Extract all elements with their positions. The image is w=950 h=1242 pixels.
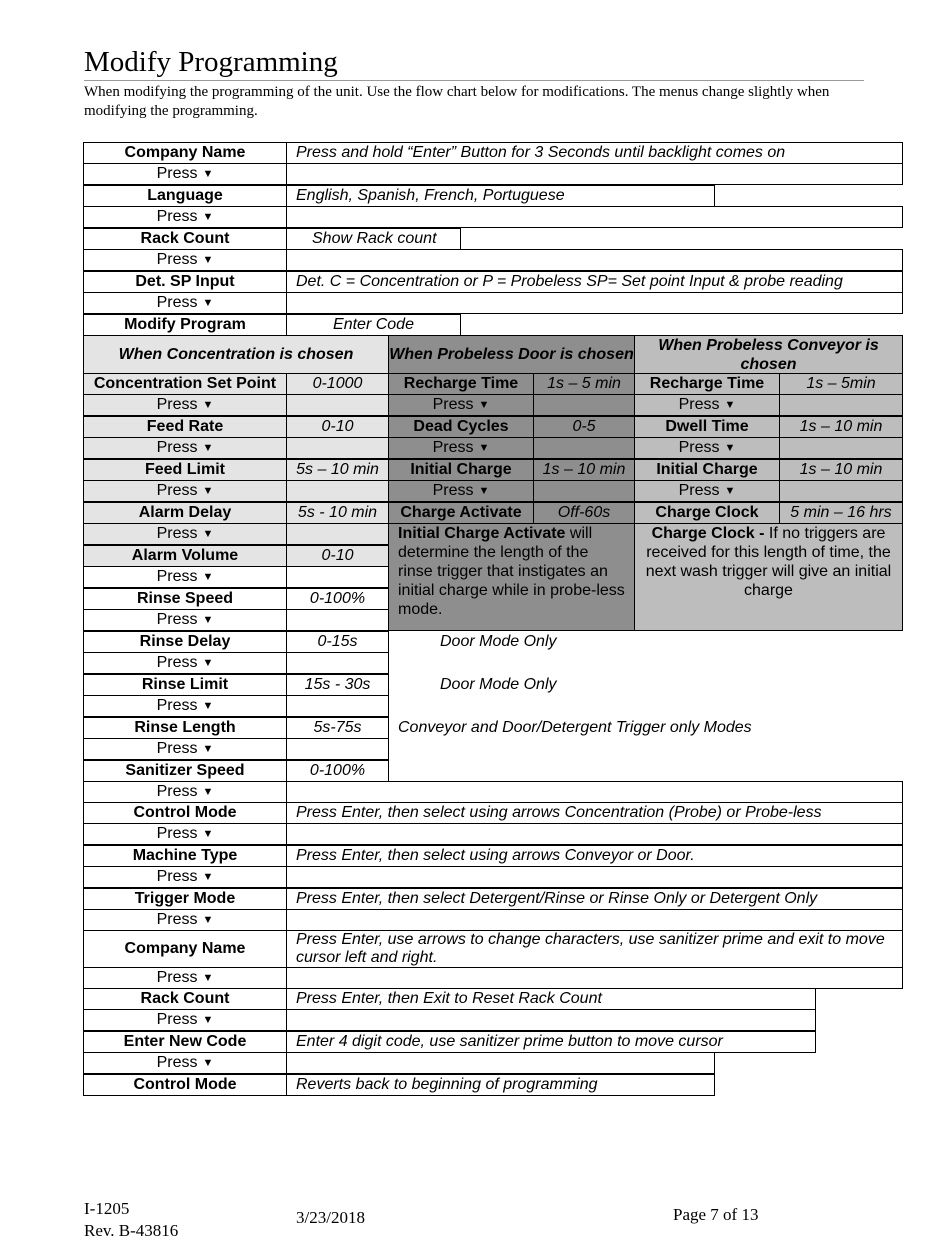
charge-clock-note-text: If no triggers are received for this length of time, the next wash trigger will give an initial charge — [645, 525, 892, 599]
press-down-step — [83, 523, 287, 545]
document-id: I-1205 — [84, 1199, 130, 1218]
door-initial-charge-label: Initial Charge — [388, 459, 534, 481]
company-name-edit-label: Company Name — [83, 930, 287, 968]
feed-rate-label: Feed Rate — [83, 416, 287, 438]
modify-program-value: Enter Code — [286, 314, 461, 336]
down-arrow-icon: ▼ — [202, 828, 214, 840]
empty-cell — [779, 437, 903, 459]
down-arrow-icon: ▼ — [202, 297, 214, 309]
empty-cell — [286, 480, 389, 502]
alarm-volume-label: Alarm Volume — [83, 545, 287, 567]
rinse-delay-value: 0-15s — [286, 631, 389, 653]
press-label: Press — [432, 439, 474, 456]
down-arrow-icon: ▼ — [202, 657, 214, 669]
alarm-volume-value: 0-10 — [286, 545, 389, 567]
charge-activate-note-bold: Initial Charge Activate — [398, 525, 566, 542]
press-down-step — [83, 909, 287, 931]
machine-type-label: Machine Type — [83, 845, 287, 867]
press-label: Press — [156, 439, 198, 456]
rinse-delay-note: Door Mode Only — [440, 633, 557, 650]
rack-count-reset-value: Press Enter, then Exit to Reset Rack Count — [286, 988, 816, 1010]
company-name-label: Company Name — [83, 142, 287, 164]
empty-cell — [286, 781, 903, 803]
concentration-set-point-label: Concentration Set Point — [83, 373, 287, 395]
press-down-step — [83, 249, 287, 271]
press-down-step — [634, 394, 780, 416]
feed-limit-value: 5s – 10 min — [286, 459, 389, 481]
press-down-step — [634, 480, 780, 502]
charge-activate-note-text: will determine the length of the rinse trigger that instigates an initial charge while in probe-less mode. — [398, 525, 625, 618]
down-arrow-icon: ▼ — [202, 1057, 214, 1069]
down-arrow-icon: ▼ — [202, 700, 214, 712]
press-down-step — [83, 781, 287, 803]
charge-activate-label: Charge Activate — [388, 502, 534, 524]
down-arrow-icon: ▼ — [202, 871, 214, 883]
press-label: Press — [156, 1011, 198, 1028]
page-number: Page 7 of 13 — [673, 1205, 759, 1224]
press-label: Press — [156, 208, 198, 225]
empty-cell — [286, 652, 389, 674]
charge-clock-note-bold: Charge Clock - — [651, 525, 765, 542]
empty-cell — [286, 249, 903, 271]
empty-cell — [286, 738, 389, 760]
press-down-step — [83, 609, 287, 631]
control-mode-label: Control Mode — [83, 802, 287, 824]
det-sp-input-label: Det. SP Input — [83, 271, 287, 293]
conveyor-initial-charge-label: Initial Charge — [634, 459, 780, 481]
conveyor-recharge-time-label: Recharge Time — [634, 373, 780, 395]
press-down-step — [388, 480, 534, 502]
rinse-length-label: Rinse Length — [83, 717, 287, 739]
press-label: Press — [432, 396, 474, 413]
press-down-step — [83, 437, 287, 459]
press-down-step — [83, 866, 287, 888]
intro-paragraph: When modifying the programming of the unit. Use the flow chart below for modifications. The menus change slightly when modifying the programming. — [84, 84, 830, 119]
press-label: Press — [156, 825, 198, 842]
press-label: Press — [156, 740, 198, 757]
sanitizer-speed-label: Sanitizer Speed — [83, 760, 287, 782]
down-arrow-icon: ▼ — [202, 211, 214, 223]
press-down-step — [83, 652, 287, 674]
empty-cell — [286, 866, 903, 888]
conveyor-initial-charge-value: 1s – 10 min — [779, 459, 903, 481]
rack-count-value: Show Rack count — [286, 228, 461, 250]
empty-cell — [533, 480, 635, 502]
press-label: Press — [156, 294, 198, 311]
down-arrow-icon: ▼ — [478, 485, 490, 497]
concentration-header: When Concentration is chosen — [83, 335, 389, 374]
title-divider — [84, 80, 864, 81]
rinse-length-value: 5s-75s — [286, 717, 389, 739]
feed-limit-label: Feed Limit — [83, 459, 287, 481]
empty-cell — [286, 695, 389, 717]
feed-rate-value: 0-10 — [286, 416, 389, 438]
empty-cell — [286, 823, 903, 845]
empty-cell — [286, 394, 389, 416]
rinse-length-note: Conveyor and Door/Detergent Trigger only Modes — [398, 719, 752, 736]
door-recharge-time-value: 1s – 5 min — [533, 373, 635, 395]
down-arrow-icon: ▼ — [478, 442, 490, 454]
empty-cell — [286, 437, 389, 459]
conveyor-recharge-time-value: 1s – 5min — [779, 373, 903, 395]
empty-cell — [286, 1009, 816, 1031]
empty-cell — [286, 163, 903, 185]
press-label: Press — [156, 396, 198, 413]
alarm-delay-value: 5s - 10 min — [286, 502, 389, 524]
control-mode-value: Press Enter, then select using arrows Concentration (Probe) or Probe-less — [286, 802, 903, 824]
door-recharge-time-label: Recharge Time — [388, 373, 534, 395]
concentration-set-point-value: 0-1000 — [286, 373, 389, 395]
down-arrow-icon: ▼ — [202, 168, 214, 180]
empty-cell — [286, 292, 903, 314]
rack-count-reset-label: Rack Count — [83, 988, 287, 1010]
press-down-step — [83, 695, 287, 717]
company-name-edit-value: Press Enter, use arrows to change characters, use sanitizer prime and exit to move cursor left and right. — [286, 930, 903, 968]
det-sp-input-value: Det. C = Concentration or P = Probeless SP= Set point Input & probe reading — [286, 271, 903, 293]
press-down-step — [388, 437, 534, 459]
press-down-step — [83, 163, 287, 185]
down-arrow-icon: ▼ — [724, 485, 736, 497]
press-down-step — [83, 292, 287, 314]
press-down-step — [388, 394, 534, 416]
empty-cell — [533, 394, 635, 416]
rinse-speed-label: Rinse Speed — [83, 588, 287, 610]
down-arrow-icon: ▼ — [724, 442, 736, 454]
empty-cell — [286, 206, 903, 228]
sanitizer-speed-value: 0-100% — [286, 760, 389, 782]
down-arrow-icon: ▼ — [724, 399, 736, 411]
machine-type-value: Press Enter, then select using arrows Conveyor or Door. — [286, 845, 903, 867]
press-down-step — [83, 480, 287, 502]
down-arrow-icon: ▼ — [202, 571, 214, 583]
down-arrow-icon: ▼ — [202, 254, 214, 266]
empty-cell — [533, 437, 635, 459]
press-label: Press — [156, 654, 198, 671]
empty-cell — [779, 394, 903, 416]
empty-cell — [286, 1052, 715, 1074]
down-arrow-icon: ▼ — [202, 743, 214, 755]
dead-cycles-value: 0-5 — [533, 416, 635, 438]
down-arrow-icon: ▼ — [202, 914, 214, 926]
down-arrow-icon: ▼ — [202, 1014, 214, 1026]
charge-clock-note — [634, 523, 903, 631]
rinse-limit-value: 15s - 30s — [286, 674, 389, 696]
charge-activate-value: Off-60s — [533, 502, 635, 524]
door-initial-charge-value: 1s – 10 min — [533, 459, 635, 481]
press-down-step — [83, 967, 287, 989]
press-label: Press — [432, 482, 474, 499]
language-value: English, Spanish, French, Portuguese — [286, 185, 715, 207]
press-label: Press — [156, 611, 198, 628]
empty-cell — [286, 909, 903, 931]
press-label: Press — [678, 482, 720, 499]
alarm-delay-label: Alarm Delay — [83, 502, 287, 524]
press-label: Press — [678, 439, 720, 456]
empty-cell — [779, 480, 903, 502]
enter-new-code-label: Enter New Code — [83, 1031, 287, 1053]
press-label: Press — [156, 1054, 198, 1071]
press-down-step — [83, 1009, 287, 1031]
down-arrow-icon: ▼ — [202, 972, 214, 984]
trigger-mode-value: Press Enter, then select Detergent/Rinse or Rinse Only or Detergent Only — [286, 888, 903, 910]
modify-program-label: Modify Program — [83, 314, 287, 336]
trigger-mode-label: Trigger Mode — [83, 888, 287, 910]
probeless-door-header: When Probeless Door is chosen — [388, 335, 635, 374]
rinse-speed-value: 0-100% — [286, 588, 389, 610]
page-title: Modify Programming — [84, 46, 338, 78]
empty-cell — [286, 609, 389, 631]
press-label: Press — [156, 911, 198, 928]
rack-count-label: Rack Count — [83, 228, 287, 250]
down-arrow-icon: ▼ — [202, 485, 214, 497]
dead-cycles-label: Dead Cycles — [388, 416, 534, 438]
document-date: 3/23/2018 — [296, 1208, 365, 1227]
press-down-step — [83, 823, 287, 845]
final-control-mode-value: Reverts back to beginning of programming — [286, 1074, 715, 1096]
press-label: Press — [156, 525, 198, 542]
press-label: Press — [678, 396, 720, 413]
press-down-step — [83, 738, 287, 760]
company-name-value: Press and hold “Enter” Button for 3 Seconds until backlight comes on — [286, 142, 903, 164]
empty-cell — [286, 566, 389, 588]
press-down-step — [83, 1052, 287, 1074]
press-down-step — [83, 206, 287, 228]
language-label: Language — [83, 185, 287, 207]
press-down-step — [83, 566, 287, 588]
press-label: Press — [156, 697, 198, 714]
rinse-delay-label: Rinse Delay — [83, 631, 287, 653]
charge-activate-note — [388, 523, 635, 631]
rinse-limit-note: Door Mode Only — [440, 676, 557, 693]
press-label: Press — [156, 568, 198, 585]
press-label: Press — [156, 783, 198, 800]
empty-cell — [286, 523, 389, 545]
revision-number: Rev. B-43816 — [84, 1221, 179, 1240]
dwell-time-label: Dwell Time — [634, 416, 780, 438]
press-label: Press — [156, 868, 198, 885]
dwell-time-value: 1s – 10 min — [779, 416, 903, 438]
down-arrow-icon: ▼ — [202, 442, 214, 454]
press-down-step — [83, 394, 287, 416]
empty-cell — [286, 967, 903, 989]
down-arrow-icon: ▼ — [202, 528, 214, 540]
press-label: Press — [156, 969, 198, 986]
down-arrow-icon: ▼ — [478, 399, 490, 411]
enter-new-code-value: Enter 4 digit code, use sanitizer prime button to move cursor — [286, 1031, 816, 1053]
down-arrow-icon: ▼ — [202, 786, 214, 798]
final-control-mode-label: Control Mode — [83, 1074, 287, 1096]
press-label: Press — [156, 482, 198, 499]
down-arrow-icon: ▼ — [202, 614, 214, 626]
down-arrow-icon: ▼ — [202, 399, 214, 411]
charge-clock-value: 5 min – 16 hrs — [779, 502, 903, 524]
probeless-conveyor-header: When Probeless Conveyor is chosen — [634, 335, 903, 374]
rinse-limit-label: Rinse Limit — [83, 674, 287, 696]
press-label: Press — [156, 251, 198, 268]
press-down-step — [634, 437, 780, 459]
press-label: Press — [156, 165, 198, 182]
charge-clock-label: Charge Clock — [634, 502, 780, 524]
